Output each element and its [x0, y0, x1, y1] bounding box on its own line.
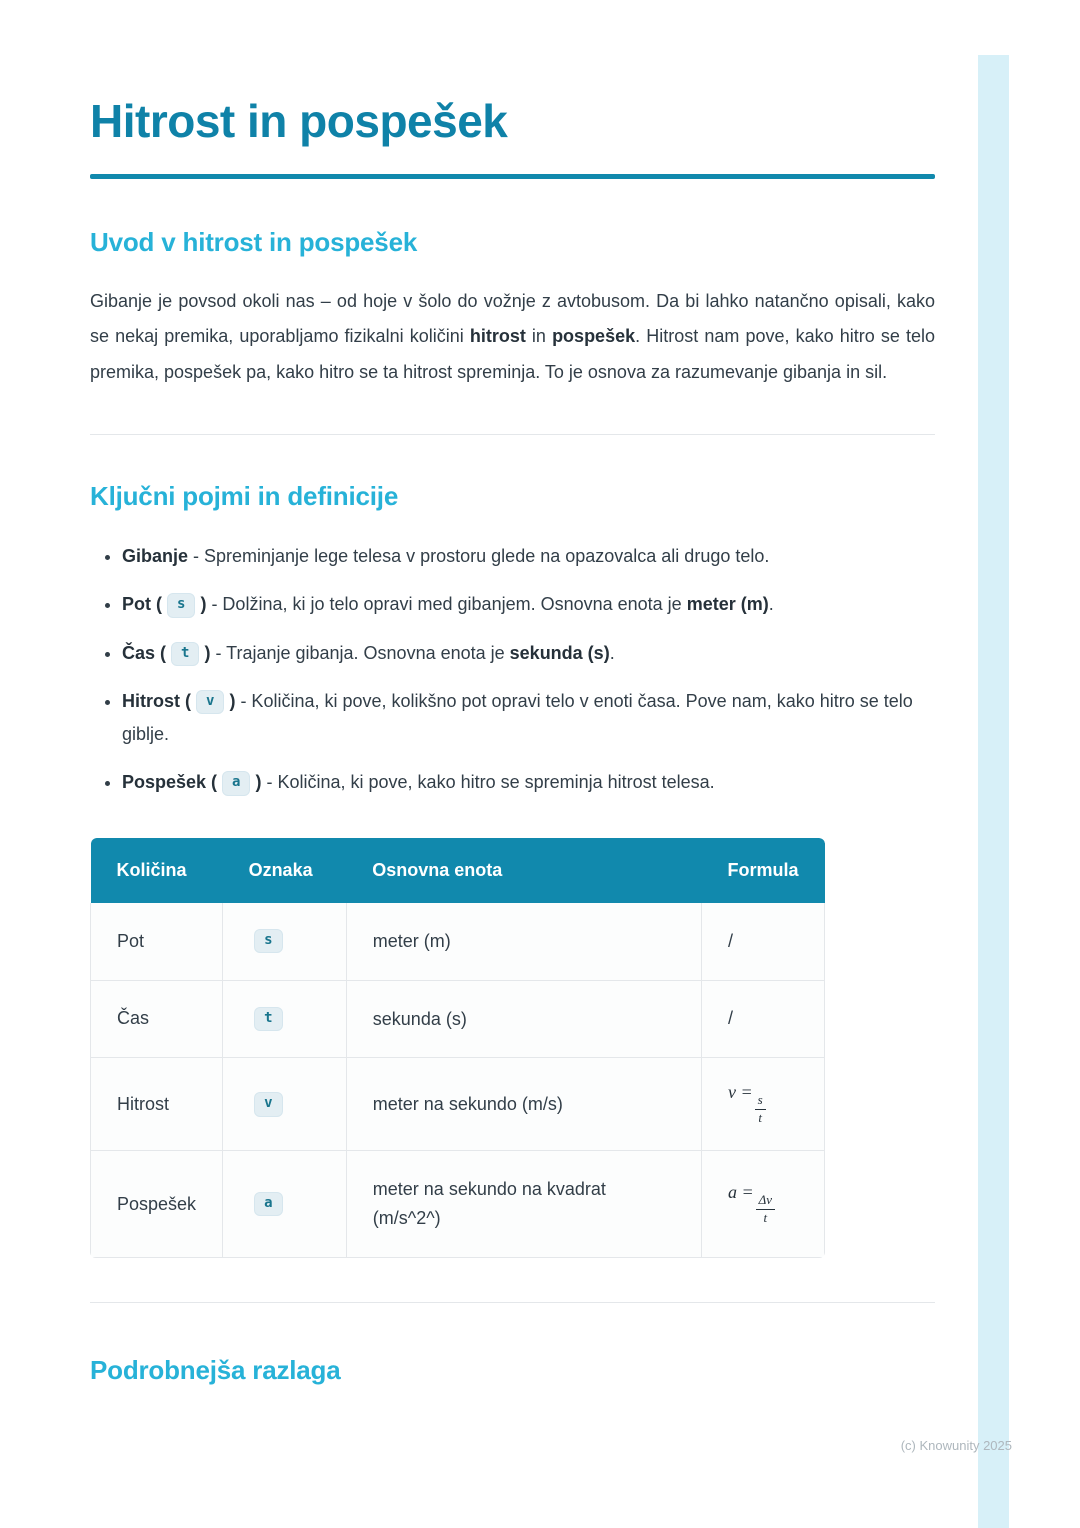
term-label: Hitrost (: [122, 690, 191, 711]
term-label-close: ): [229, 690, 236, 711]
term-unit-bold: sekunda (s): [509, 642, 610, 663]
intro-paragraph: [90, 284, 935, 390]
title-divider-rule: [90, 174, 935, 179]
term-label-close: ): [204, 642, 211, 663]
formula-lhs: a: [727, 1182, 737, 1203]
intro-bold-pospesek: pospešek: [552, 326, 636, 347]
cell-unit: meter (m): [346, 903, 701, 980]
quantities-table: [90, 838, 825, 1258]
column-header-formula: Formula: [701, 838, 824, 903]
intro-bold-hitrost: hitrost: [469, 326, 526, 347]
term-definition: - Količina, ki pove, kako hitro se spreminja hitrost telesa.: [261, 772, 715, 793]
cell-unit: meter na sekundo (m/s): [346, 1058, 701, 1151]
formula-equals: =: [741, 1182, 754, 1203]
intro-text-3: . Hitrost nam pove, kako hitro se telo premika, pospešek pa, kako hitro se ta hitrost spreminja. To je osnova za razumevanje gibanja in sil.: [90, 326, 935, 382]
intro-text-1: Gibanje je povsod okoli nas – od hoje v šolo do vožnje z avtobusom. Da bi lahko natančno opisali, kako se nekaj premika, uporabljamo fizikalni količini: [90, 290, 935, 347]
formula-lhs: v: [727, 1082, 736, 1103]
cell-name: Pot: [91, 903, 223, 980]
symbol-chip: s: [167, 593, 195, 618]
cell-symbol: [223, 1151, 347, 1258]
table-row: [91, 980, 825, 1058]
list-item: [122, 766, 935, 799]
section-heading-more: Podrobnejša razlaga: [90, 1354, 341, 1385]
term-label-close: ): [255, 772, 262, 793]
term-definition: - Trajanje gibanja. Osnovna enota je: [210, 642, 510, 663]
section-heading-intro: Uvod v hitrost in pospešek: [90, 226, 418, 257]
list-item: [122, 685, 935, 752]
formula-denominator: t: [758, 1110, 762, 1126]
formula-fraction: [756, 1193, 775, 1226]
term-definition: - Spreminjanje lege telesa v prostoru glede na opazovalca ali drugo telo.: [188, 545, 770, 566]
term-tail: .: [609, 642, 615, 663]
term-label: Čas (: [122, 642, 167, 663]
column-header-enota: Osnovna enota: [346, 838, 701, 903]
cell-name: Pospešek: [91, 1151, 223, 1258]
copyright-note: (c) Knowunity 2025: [900, 1438, 1012, 1453]
cell-formula: /: [701, 980, 824, 1058]
symbol-chip: v: [254, 1092, 282, 1117]
list-item: [122, 588, 935, 621]
formula-numerator: s: [755, 1093, 766, 1110]
symbol-chip: s: [254, 929, 282, 954]
symbol-chip: v: [196, 690, 224, 715]
term-label: Gibanje: [122, 545, 189, 566]
formula-denominator: t: [763, 1210, 768, 1225]
section-divider: [90, 434, 935, 435]
cell-symbol: [223, 903, 347, 980]
formula-equals: =: [740, 1082, 753, 1103]
symbol-chip: a: [222, 771, 250, 796]
table-header: [91, 838, 825, 903]
symbol-chip: a: [254, 1192, 282, 1217]
intro-text-2: in: [525, 326, 553, 347]
cell-symbol: [223, 980, 347, 1058]
column-header-oznaka: Oznaka: [223, 838, 347, 903]
cell-unit: meter na sekundo na kvadrat (m/s^2^): [346, 1151, 701, 1258]
list-item: [122, 540, 935, 573]
section-divider: [90, 1302, 935, 1303]
definitions-list: [90, 540, 935, 800]
cell-formula: /: [701, 903, 824, 980]
term-label: Pot (: [122, 594, 162, 615]
list-item: [122, 637, 935, 670]
cell-name: Hitrost: [91, 1058, 223, 1151]
document-content: [90, 0, 935, 1386]
cell-unit: sekunda (s): [346, 980, 701, 1058]
term-label-close: ): [200, 594, 207, 615]
symbol-chip: t: [171, 642, 199, 667]
term-definition: - Dolžina, ki jo telo opravi med gibanjem. Osnovna enota je: [206, 594, 687, 615]
table-row: [91, 903, 825, 980]
term-label: Pospešek (: [122, 772, 218, 793]
column-header-kolicina: Količina: [91, 838, 223, 903]
section-heading-definitions: Ključni pojmi in definicije: [90, 480, 399, 511]
cell-symbol: [223, 1058, 347, 1151]
term-definition: - Količina, ki pove, kolikšno pot opravi telo v enoti časa. Pove nam, kako hitro se telo giblje.: [122, 690, 913, 745]
cell-formula: [701, 1151, 824, 1258]
term-unit-bold: meter (m): [686, 594, 769, 615]
table-row: [91, 1058, 825, 1151]
table-row: [91, 1151, 825, 1258]
term-tail: .: [768, 594, 774, 615]
symbol-chip: t: [254, 1007, 282, 1032]
side-scroll-strip: [978, 55, 1009, 1528]
cell-formula: [701, 1058, 824, 1151]
cell-name: Čas: [91, 980, 223, 1058]
formula-numerator: Δv: [756, 1193, 775, 1210]
page-title: Hitrost in pospešek: [90, 95, 508, 147]
formula-fraction: [755, 1093, 766, 1126]
